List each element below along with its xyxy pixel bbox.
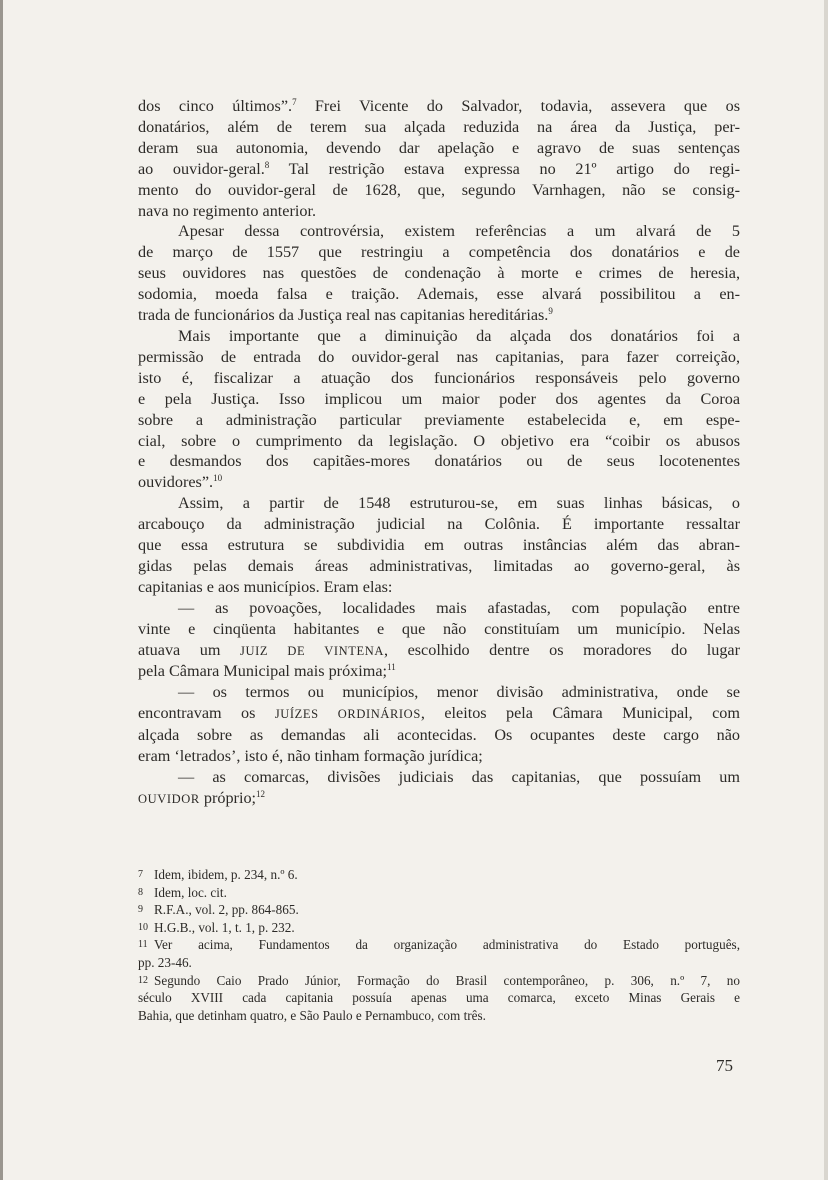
footnote-ref: 10	[213, 473, 223, 484]
footnote-line	[138, 884, 740, 902]
text-run: — as comarcas, divisões judiciais das capitanias, que possuíam um	[178, 768, 740, 786]
text-line	[138, 661, 740, 682]
footnotes	[138, 866, 740, 1024]
footnote-number: 7	[138, 869, 143, 880]
footnote-number: 12	[138, 974, 148, 986]
text-run: dos cinco últimos”.	[138, 97, 293, 115]
text-run: permissão de entrada do ouvidor-geral nas capitanias, para fazer correição,	[138, 347, 740, 366]
text-line	[138, 535, 740, 556]
footnote-text: Segundo Caio Prado Júnior, Formação do Brasil contemporâneo, p. 306, n.º 7, no	[154, 972, 740, 988]
text-line	[138, 284, 740, 305]
footnote-ref: 8	[264, 159, 270, 170]
text-line	[138, 619, 740, 640]
footnote-line	[138, 972, 740, 990]
footnote-text: Idem, ibidem, p. 234, n.º 6.	[154, 867, 298, 882]
small-caps-term: JUÍZES ORDINÁRIOS	[274, 707, 421, 722]
text-run: pela Câmara Municipal mais próxima;	[138, 662, 388, 681]
text-line	[138, 242, 740, 263]
footnote-number: 8	[138, 886, 143, 898]
text-line	[138, 368, 740, 389]
text-line	[138, 472, 740, 493]
text-line	[138, 410, 740, 431]
text-run: eram ‘letrados’, isto é, não tinham formação jurídica;	[138, 747, 483, 766]
body-text	[138, 96, 740, 810]
text-run: cial, sobre o cumprimento da legislação. O objetivo era “coibir os abusos	[138, 431, 740, 450]
text-line	[138, 117, 740, 138]
text-run: donatários, além de terem sua alçada reduzida na área da Justiça, per-	[138, 117, 740, 136]
footnote-text: pp. 23-46.	[138, 954, 192, 970]
text-line	[138, 326, 740, 347]
text-line	[138, 305, 740, 326]
footnote-ref: 11	[387, 662, 396, 673]
text-line	[138, 577, 740, 598]
footnote-number: 11	[138, 939, 148, 951]
footnote-line	[138, 1007, 740, 1025]
text-run: ouvidores”.	[138, 473, 214, 492]
text-line	[138, 725, 740, 746]
text-run: de março de 1557 que restringiu a competência dos donatários e de	[138, 243, 740, 262]
text-run: Mais importante que a diminuição da alçada dos donatários foi a	[178, 326, 740, 345]
footnote-line	[138, 936, 740, 954]
text-line	[138, 746, 740, 767]
text-run: que essa estrutura se subdividia em outras instâncias além das abran-	[138, 536, 740, 555]
text-run: ao ouvidor-geral.	[138, 159, 265, 178]
text-run: alçada sobre as demandas ali acontecidas. Os ocupantes deste cargo não	[138, 726, 740, 745]
text-run: sodomia, moeda falsa e traição. Ademais, esse alvará possibilitou a en-	[138, 285, 740, 304]
text-run: — as povoações, localidades mais afastadas, com população entre	[178, 598, 740, 617]
text-run: — os termos ou municípios, menor divisão administrativa, onde se	[178, 683, 740, 702]
text-line	[138, 201, 740, 222]
footnote-text: século XVIII cada capitania possuía apenas uma comarca, exceto Minas Gerais e	[138, 990, 740, 1006]
small-caps-term: OUVIDOR	[138, 791, 200, 806]
footnote-line	[138, 919, 740, 937]
text-run: arcabouço da administração judicial na Colônia. É importante ressaltar	[138, 515, 740, 534]
text-line	[138, 263, 740, 284]
footnote-number: 10	[138, 921, 148, 933]
text-run: próprio;	[199, 788, 257, 807]
text-line	[138, 703, 740, 725]
footnote-line	[138, 866, 740, 884]
text-run: gidas pelas demais áreas administrativas, limitadas ao governo-geral, às	[138, 556, 740, 575]
text-run: seus ouvidores nas questões de condenação à morte e crimes de heresia,	[138, 264, 740, 283]
text-run: Tal restrição estava expressa no 21º artigo do regi-	[269, 159, 740, 178]
text-line	[138, 347, 740, 368]
text-run: atuava um	[138, 640, 241, 659]
footnote-line	[138, 901, 740, 919]
text-run: encontravam os	[138, 704, 275, 723]
footnote-ref: 12	[256, 788, 266, 799]
text-line	[138, 96, 740, 117]
text-line	[138, 138, 740, 159]
text-line	[138, 180, 740, 201]
page-left-edge	[0, 0, 3, 1180]
footnote-ref: 9	[548, 306, 553, 317]
text-line	[138, 493, 740, 514]
footnote-text: H.G.B., vol. 1, t. 1, p. 232.	[154, 919, 295, 935]
footnote-text: Ver acima, Fundamentos da organização administrativa do Estado português,	[154, 937, 740, 953]
text-run: capitanias e aos municípios. Eram elas:	[138, 577, 393, 596]
footnote-text: Bahia, que detinham quatro, e São Paulo e Pernambuco, com três.	[138, 1007, 486, 1023]
text-line	[138, 682, 740, 703]
text-line	[138, 767, 740, 788]
small-caps-term: JUIZ DE VINTENA	[240, 643, 384, 658]
footnote-line	[138, 989, 740, 1007]
footnote-number: 9	[138, 904, 143, 916]
footnote-text: R.F.A., vol. 2, pp. 864-865.	[154, 902, 299, 918]
page-number: 75	[716, 1056, 733, 1075]
text-line	[138, 159, 740, 180]
text-run: Apesar dessa controvérsia, existem referências a um alvará de 5	[178, 222, 740, 241]
text-run: e desmandos dos capitães-mores donatários ou de seus locotenentes	[138, 452, 740, 471]
text-run: Frei Vicente do Salvador, todavia, assevera que os	[296, 97, 740, 115]
text-line	[138, 640, 740, 662]
footnote-text: Idem, loc. cit.	[154, 884, 227, 900]
text-line	[138, 221, 740, 242]
text-line	[138, 788, 740, 810]
text-line	[138, 556, 740, 577]
text-line	[138, 598, 740, 619]
text-run: Assim, a partir de 1548 estruturou-se, em suas linhas básicas, o	[178, 494, 740, 513]
page-right-edge	[824, 0, 828, 1180]
text-run: trada de funcionários da Justiça real nas capitanias hereditárias.	[138, 306, 549, 325]
footnote-ref: 7	[292, 97, 297, 107]
text-run: mento do ouvidor-geral de 1628, que, segundo Varnhagen, não se consig-	[138, 180, 740, 199]
text-run: deram sua autonomia, devendo dar apelação e agravo de suas sentenças	[138, 138, 740, 157]
text-line	[138, 389, 740, 410]
text-line	[138, 451, 740, 472]
text-run: e pela Justiça. Isso implicou um maior poder dos agentes da Coroa	[138, 389, 740, 408]
text-run: , escolhido dentre os moradores do lugar	[383, 640, 740, 659]
text-line	[138, 431, 740, 452]
footnote-line	[138, 954, 740, 972]
text-run: , eleitos pela Câmara Municipal, com	[420, 704, 740, 723]
text-run: nava no regimento anterior.	[138, 201, 316, 220]
text-run: sobre a administração particular previamente estabelecida e, em espe-	[138, 410, 740, 429]
text-run: isto é, fiscalizar a atuação dos funcionários responsáveis pelo governo	[138, 368, 740, 387]
text-run: vinte e cinqüenta habitantes e que não constituíam um município. Nelas	[138, 619, 740, 638]
text-line	[138, 514, 740, 535]
